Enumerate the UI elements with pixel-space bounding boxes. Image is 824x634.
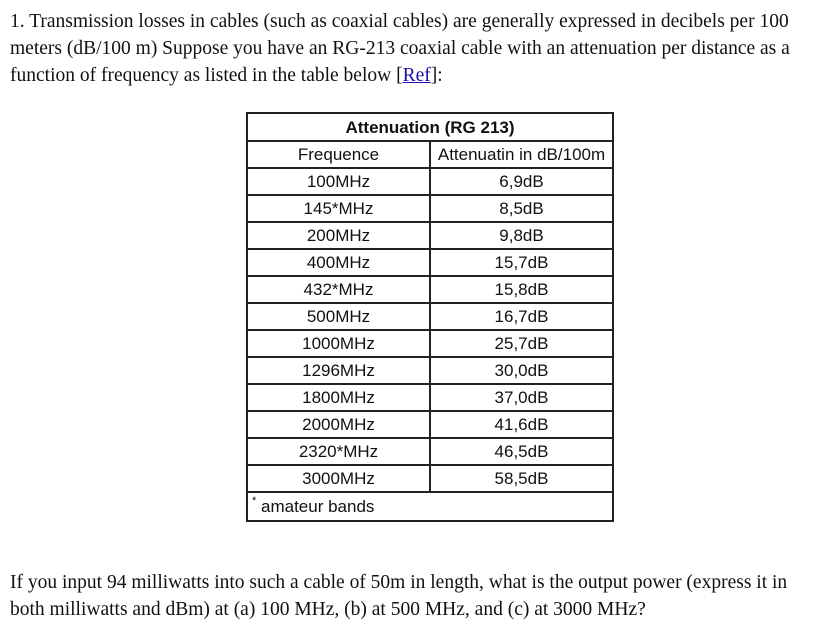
table-row: [247, 303, 613, 330]
footnote-text: amateur bands: [261, 497, 375, 516]
frequency-cell: 500MHz: [247, 303, 430, 330]
frequency-cell: 200MHz: [247, 222, 430, 249]
frequency-cell: 1000MHz: [247, 330, 430, 357]
attenuation-cell: 8,5dB: [430, 195, 613, 222]
attenuation-cell: 16,7dB: [430, 303, 613, 330]
frequency-cell: 3000MHz: [247, 465, 430, 492]
attenuation-table-container: [246, 112, 614, 522]
problem-question: If you input 94 milliwatts into such a cable of 50m in length, what is the output power (express it in both milliwatts and dBm) at (a) 100 MHz, (b) at 500 MHz, and (c) at 3000 MHz?: [10, 572, 788, 620]
ref-link[interactable]: Ref: [402, 65, 431, 86]
attenuation-cell: 41,6dB: [430, 411, 613, 438]
table-row: [247, 276, 613, 303]
frequency-cell: 1800MHz: [247, 384, 430, 411]
attenuation-cell: 6,9dB: [430, 168, 613, 195]
table-row: [247, 168, 613, 195]
frequency-cell: 432*MHz: [247, 276, 430, 303]
intro-text: 1. Transmission losses in cables (such as coaxial cables) are generally expressed in decibels per 100 meters (dB/100 m) Suppose you have an RG-213 coaxial cable with an attenuation per distance as a function of frequency as listed in the table below [: [10, 11, 790, 86]
attenuation-cell: 15,8dB: [430, 276, 613, 303]
attenuation-cell: 9,8dB: [430, 222, 613, 249]
table-row: [247, 438, 613, 465]
table-row: [247, 222, 613, 249]
attenuation-cell: 58,5dB: [430, 465, 613, 492]
attenuation-cell: 25,7dB: [430, 330, 613, 357]
attenuation-cell: 30,0dB: [430, 357, 613, 384]
table-row: [247, 249, 613, 276]
table-body: [247, 168, 613, 492]
footnote-mark: *: [252, 495, 257, 507]
intro-suffix: ]:: [430, 65, 443, 86]
footnote-row: [247, 492, 613, 521]
frequency-cell: 2320*MHz: [247, 438, 430, 465]
problem-intro: [10, 8, 816, 89]
attenuation-cell: 37,0dB: [430, 384, 613, 411]
frequency-cell: 400MHz: [247, 249, 430, 276]
frequency-cell: 145*MHz: [247, 195, 430, 222]
table-row: [247, 195, 613, 222]
frequency-cell: 100MHz: [247, 168, 430, 195]
table-row: [247, 411, 613, 438]
table-row: [247, 330, 613, 357]
attenuation-cell: 46,5dB: [430, 438, 613, 465]
table-row: [247, 384, 613, 411]
frequency-cell: 1296MHz: [247, 357, 430, 384]
frequency-cell: 2000MHz: [247, 411, 430, 438]
table-title: Attenuation (RG 213): [247, 113, 613, 141]
table-row: [247, 357, 613, 384]
attenuation-table: [246, 112, 614, 522]
header-frequency: Frequence: [247, 141, 430, 168]
header-attenuation: Attenuatin in dB/100m: [430, 141, 613, 168]
attenuation-cell: 15,7dB: [430, 249, 613, 276]
table-row: [247, 465, 613, 492]
